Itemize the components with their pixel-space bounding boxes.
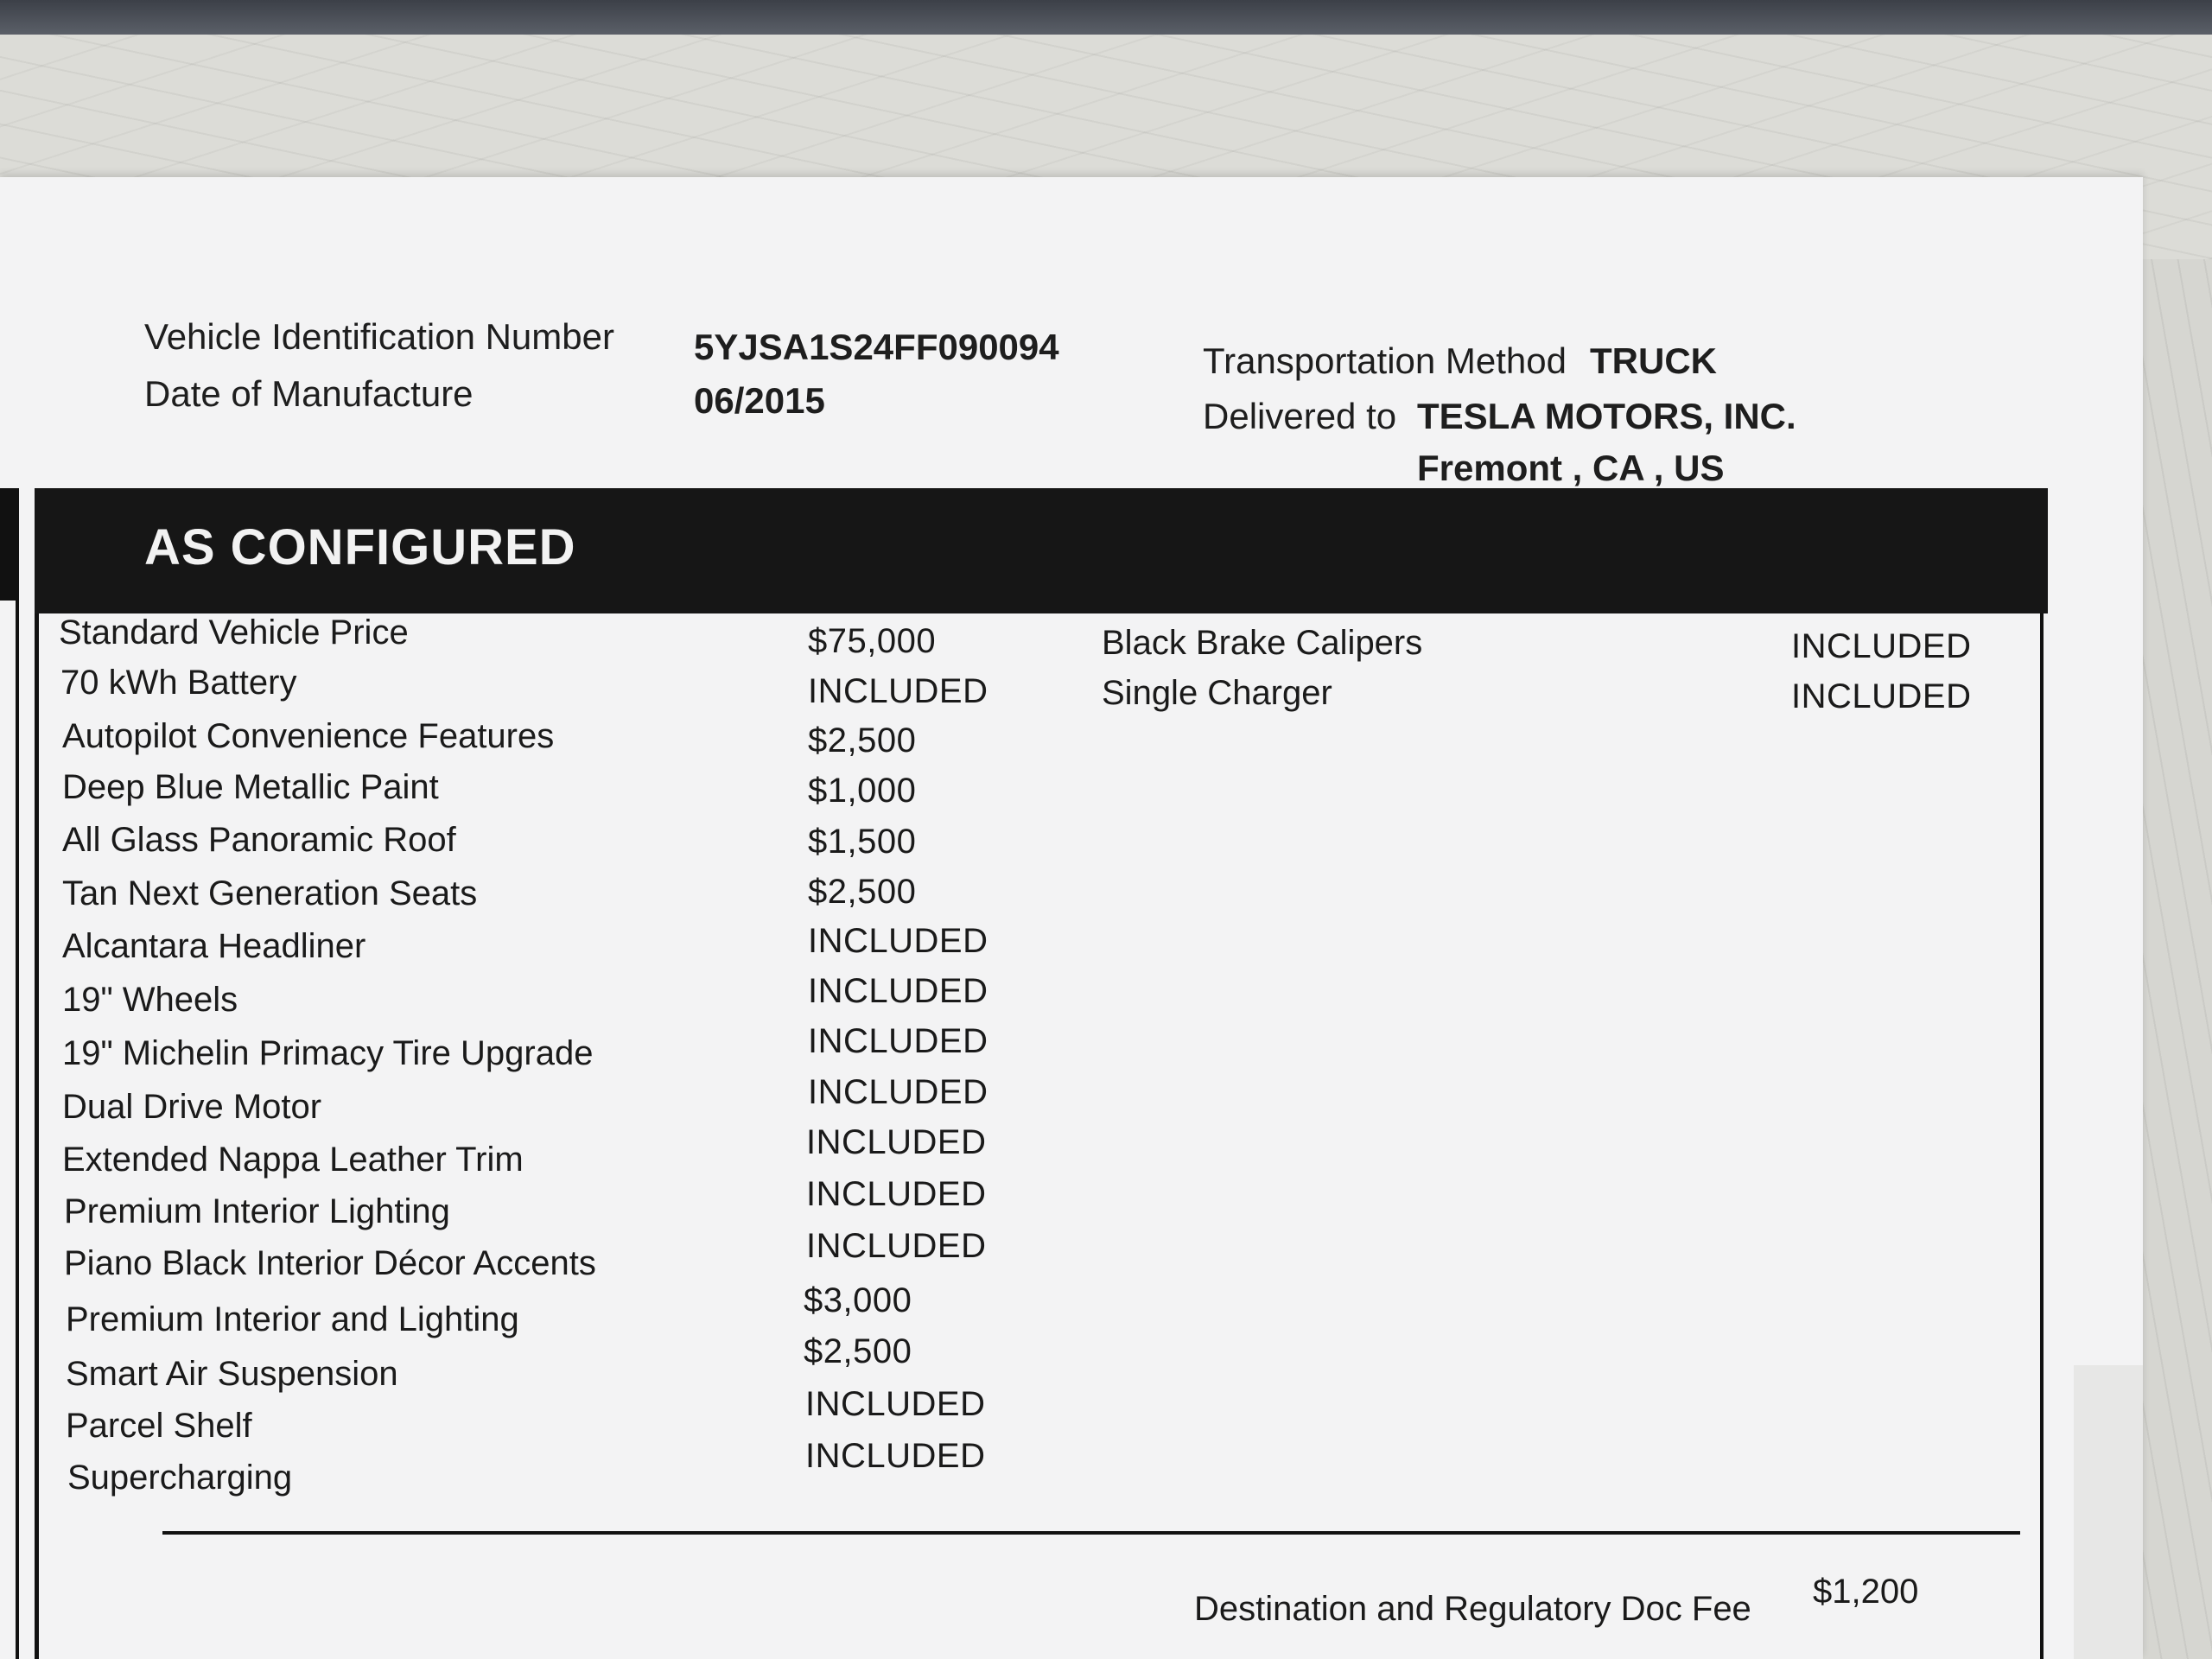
config-item-value: INCLUDED: [805, 1385, 986, 1423]
config-item-value: $75,000: [808, 622, 937, 660]
transport-method-value: TRUCK: [1590, 340, 1717, 381]
vin-label: Vehicle Identification Number: [144, 316, 614, 357]
left-box-header-edge: [0, 488, 17, 601]
divider-rule: [162, 1531, 2020, 1535]
config-item-value: $2,500: [808, 721, 917, 760]
config-item-name: Alcantara Headliner: [62, 927, 366, 965]
config-item-name: 19" Wheels: [62, 981, 238, 1019]
manufacture-date-value: 06/2015: [694, 380, 825, 421]
config-item-name: Piano Black Interior Décor Accents: [64, 1244, 596, 1282]
delivered-location: Fremont , CA , US: [1417, 448, 1725, 488]
config-item-name: Autopilot Convenience Features: [62, 717, 555, 755]
config-item-name: 70 kWh Battery: [60, 664, 297, 702]
config-item-value: $1,500: [808, 823, 917, 861]
config-item-value: INCLUDED: [806, 1123, 987, 1161]
config-item-name: Standard Vehicle Price: [59, 613, 409, 652]
config-item-value: INCLUDED: [808, 672, 988, 710]
config-item-name: Dual Drive Motor: [62, 1088, 322, 1126]
config-item-value: $1,000: [808, 772, 917, 810]
config-item-name: 19" Michelin Primacy Tire Upgrade: [62, 1034, 594, 1072]
config-extra-value: INCLUDED: [1791, 677, 1972, 715]
destination-fee-value: $1,200: [1813, 1573, 1919, 1611]
config-item-name: Tan Next Generation Seats: [62, 874, 478, 912]
config-item-name: Extended Nappa Leather Trim: [62, 1141, 524, 1179]
config-extra-name: Single Charger: [1102, 674, 1332, 712]
as-configured-box: [35, 488, 2044, 1659]
config-item-value: INCLUDED: [808, 922, 988, 960]
config-item-name: Deep Blue Metallic Paint: [62, 768, 439, 806]
config-extra-name: Black Brake Calipers: [1102, 624, 1423, 662]
config-item-name: Premium Interior Lighting: [64, 1192, 450, 1230]
config-item-value: INCLUDED: [808, 1073, 988, 1111]
left-box-edge: [0, 488, 19, 1659]
delivered-to-value: TESLA MOTORS, INC.: [1417, 396, 1796, 436]
config-item-name: Premium Interior and Lighting: [66, 1300, 519, 1338]
config-item-name: All Glass Panoramic Roof: [62, 821, 456, 859]
delivered-to-label: Delivered to: [1203, 396, 1397, 436]
vin-value: 5YJSA1S24FF090094: [694, 327, 1059, 367]
transport-method-label: Transportation Method: [1203, 340, 1567, 381]
config-item-name: Parcel Shelf: [66, 1407, 252, 1445]
config-item-value: INCLUDED: [806, 1227, 987, 1265]
config-item-value: INCLUDED: [806, 1175, 987, 1213]
config-item-value: $2,500: [808, 873, 917, 911]
config-item-value: INCLUDED: [805, 1437, 986, 1475]
destination-fee-label: Destination and Regulatory Doc Fee: [1194, 1590, 1751, 1628]
config-extra-value: INCLUDED: [1791, 627, 1972, 665]
config-item-value: $3,000: [804, 1281, 912, 1319]
config-item-value: INCLUDED: [808, 1022, 988, 1060]
config-item-value: INCLUDED: [808, 972, 988, 1010]
config-item-name: Smart Air Suspension: [66, 1355, 398, 1393]
backing-right-strip: [2134, 259, 2212, 1659]
manufacture-date-label: Date of Manufacture: [144, 373, 474, 414]
sheet-torn-edge: [2074, 1365, 2143, 1659]
config-item-name: Supercharging: [67, 1459, 293, 1497]
config-item-value: $2,500: [804, 1332, 912, 1370]
as-configured-title: AS CONFIGURED: [144, 519, 576, 575]
